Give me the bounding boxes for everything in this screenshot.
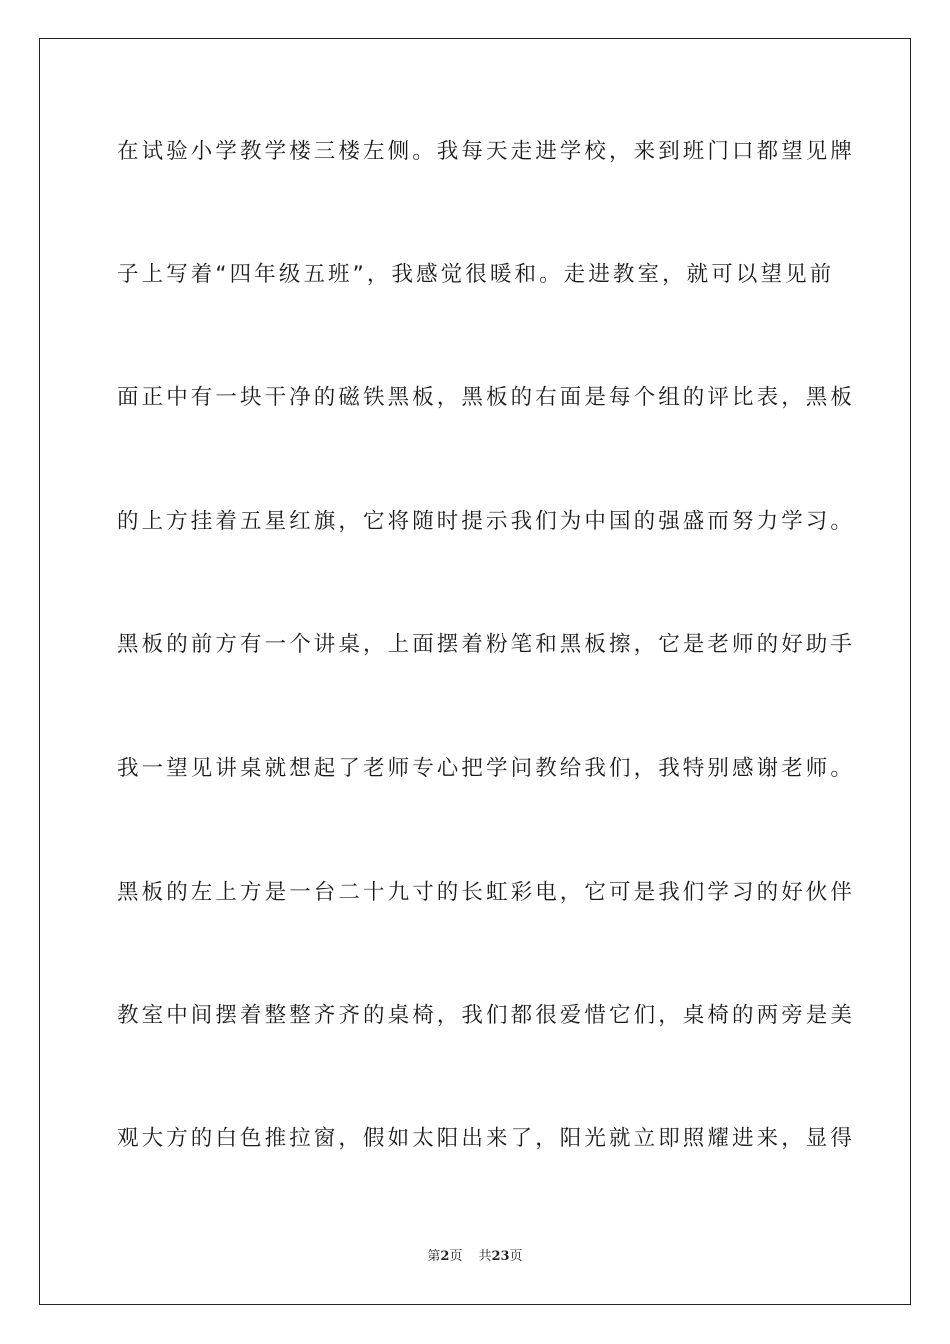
body-text-line: 黑板的左上方是一台二十九寸的长虹彩电，它可是我们学习的好伙伴 [117,880,856,905]
body-text-line: 在试验小学教学楼三楼左侧。我每天走进学校，来到班门口都望见牌 [117,139,856,164]
page-suffix: 页 [449,1249,463,1264]
body-text-line: 教室中间摆着整整齐齐的桌椅，我们都很爱惜它们，桌椅的两旁是美 [117,1003,856,1028]
body-text-line: 黑板的前方有一个讲桌，上面摆着粉笔和黑板擦，它是老师的好助手 [117,632,856,657]
page-number: 2 [440,1249,450,1264]
body-text-line: 观大方的白色推拉窗，假如太阳出来了，阳光就立即照耀进来，显得 [117,1126,856,1151]
body-text-line: 的上方挂着五星红旗，它将随时提示我们为中国的强盛而努力学习。 [117,509,856,534]
body-text-line: 我一望见讲桌就想起了老师专心把学问教给我们，我特别感谢老师。 [117,756,856,781]
total-suffix: 页 [509,1249,523,1264]
page-border [39,38,911,1305]
page-footer [0,1249,950,1265]
total-pages: 23 [491,1249,510,1264]
total-prefix: 共 [478,1249,492,1264]
body-text-line: 面正中有一块干净的磁铁黑板，黑板的右面是每个组的评比表，黑板 [117,385,856,410]
page-prefix: 第 [427,1249,441,1264]
body-text-line: 子上写着“四年级五班”，我感觉很暖和。走进教室，就可以望见前 [117,262,835,287]
